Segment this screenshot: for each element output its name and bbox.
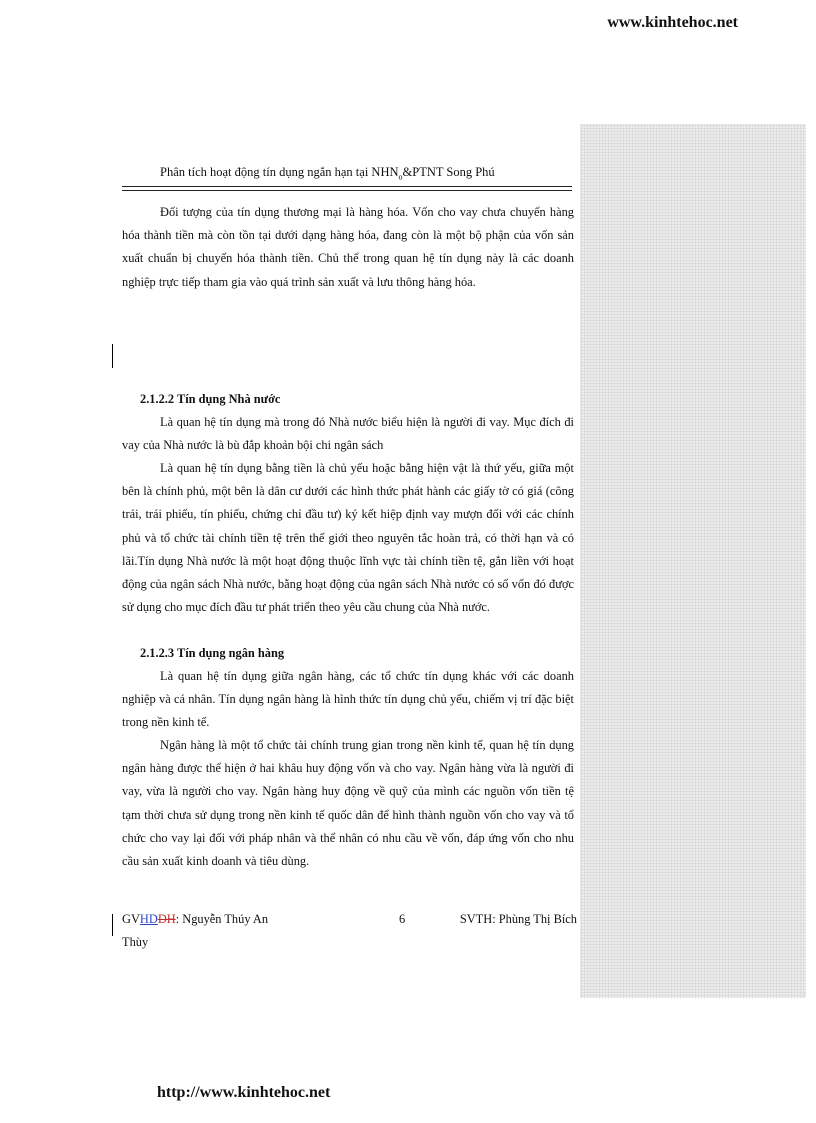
footer-instructor-prefix: GV [122,912,140,926]
paragraph-bank-credit-def: Là quan hệ tín dụng giữa ngân hàng, các tổ chức tín dụng khác với các doanh nghiệp và cá nhân. Tín dụng ngân hàng là hình thức tín dụng chủ yếu, chiếm vị trí đặc biệt trong nền kinh tế. [122,669,574,730]
footer-page-number: 6 [399,912,406,926]
footer-instructor [122,912,268,927]
running-header-title [160,165,495,182]
footer-student-line2: Thùy [122,935,149,949]
paragraph-bank-credit-detail: Ngân hàng là một tổ chức tài chính trung gian trong nền kinh tế, quan hệ tín dụng ngân hàng được thể hiện ở hai khâu huy động vốn và cho vay. Ngân hàng vừa là người đi vay, vừa là người cho vay. Ngân hàng huy động về quỹ của mình các nguồn vốn tiền tệ tạm thời chưa sử dụng trong nền kinh tế quốc dân để hình thành nguồn vốn cho vay và tổ chức cho vay lại đối với pháp nhân và thể nhân có nhu cầu về vốn, đáp ứng vốn cho nhu cầu sản xuất kinh doanh và tiêu dùng. [122,738,574,869]
footer-student-line1: SVTH: Phùng Thị Bích [459,912,577,926]
header-title-subscript: o [398,172,403,182]
heading-bank-credit: 2.1.2.3 Tín dụng ngân hàng [140,646,285,660]
page-footer [122,912,577,952]
paragraph-state-credit-detail: Là quan hệ tín dụng bằng tiền là chủ yếu hoặc bằng hiện vật là thứ yếu, giữa một bên là chính phủ, một bên là dân cư dưới các hình thức phát hành các giấy tờ có giá (công trái, trái phiếu, tín phiếu, chứng chỉ đầu tư) ký kết hiệp định vay mượn đối với các chính phủ và tổ chức tài chính tiền tệ trên thế giới theo nguyên tắc hoàn trả, có thời hạn và có lãi.Tín dụng Nhà nước là một hoạt động thuộc lĩnh vực tài chính tiền tệ, gắn liền với hoạt động của ngân sách Nhà nước, bằng hoạt động của ngân sách Nhà nước có số vốn đó được sử dụng cho mục đích đầu tư phát triển theo yêu cầu chung của Nhà nước. [122,461,574,615]
site-url-top[interactable]: www.kinhtehoc.net [607,14,738,31]
paragraph-commercial-credit: Đối tượng của tín dụng thương mại là hàng hóa. Vốn cho vay chưa chuyển hàng hóa thành tiền mà còn tồn tại dưới dạng hàng hóa, đang còn là một bộ phận của vốn sản xuất chuẩn bị chuyển hóa thành tiền. Chủ thể trong quan hệ tín dụng này là các doanh nghiệp trực tiếp tham gia vào quá trình sản xuất và lưu thông hàng hóa. [122,205,574,289]
footer-instructor-name: : Nguyễn Thúy An [175,912,269,926]
footer-tracked-insertion: HD [139,912,158,926]
header-title-rest: &PTNT Song Phú [402,165,495,179]
heading-state-credit: 2.1.2.2 Tín dụng Nhà nước [140,392,281,406]
footer-change-bar [112,914,113,936]
text-cursor [112,344,113,368]
site-url-bottom[interactable]: http://www.kinhtehoc.net [157,1084,331,1101]
header-title-main: Phân tích hoạt động tín dụng ngắn hạn tại NHN [160,165,399,179]
paragraph-state-credit-def: Là quan hệ tín dụng mà trong đó Nhà nước biểu hiện là người đi vay. Mục đích đi vay của Nhà nước là bù đắp khoản bội chi ngân sách [122,415,574,453]
header-double-rule [122,186,572,191]
comment-margin-panel [580,124,806,998]
footer-tracked-deletion: DH [157,912,176,926]
